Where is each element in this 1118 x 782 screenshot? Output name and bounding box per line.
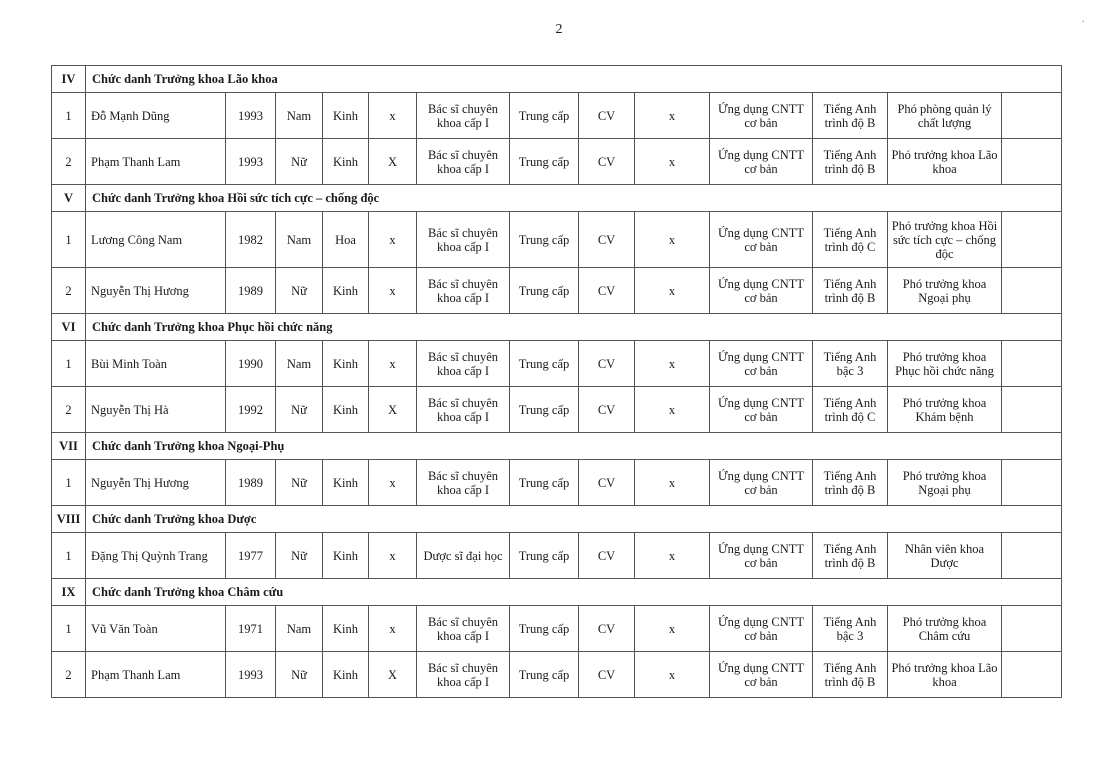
ethnicity: Kinh	[323, 606, 369, 652]
language-skill: Tiếng Anh bậc 3	[813, 341, 888, 387]
language-skill: Tiếng Anh trình độ C	[813, 387, 888, 433]
qualification: Bác sĩ chuyên khoa cấp I	[417, 460, 510, 506]
staff-table	[51, 65, 1062, 698]
employee-name: Nguyễn Thị Hương	[86, 268, 226, 314]
note	[1002, 268, 1062, 314]
section-roman: VII	[52, 433, 86, 460]
qualification: Bác sĩ chuyên khoa cấp I	[417, 387, 510, 433]
note	[1002, 93, 1062, 139]
management-level: CV	[579, 460, 635, 506]
ethnicity: Kinh	[323, 460, 369, 506]
row-number: 1	[52, 460, 86, 506]
language-skill: Tiếng Anh trình độ B	[813, 533, 888, 579]
management-level: CV	[579, 387, 635, 433]
language-skill: Tiếng Anh trình độ B	[813, 652, 888, 698]
section-title: Chức danh Trưởng khoa Hồi sức tích cực – chống độc	[86, 185, 1062, 212]
management-level: CV	[579, 606, 635, 652]
section-header	[52, 506, 1062, 533]
row-number: 1	[52, 533, 86, 579]
check-mark-2: x	[635, 460, 710, 506]
gender: Nam	[276, 341, 323, 387]
current-position: Phó trưởng khoa Khám bệnh	[888, 387, 1002, 433]
political-level: Trung cấp	[510, 533, 579, 579]
check-mark: X	[369, 652, 417, 698]
management-level: CV	[579, 341, 635, 387]
check-mark: x	[369, 93, 417, 139]
gender: Nữ	[276, 268, 323, 314]
section-header	[52, 433, 1062, 460]
it-skill: Ứng dụng CNTT cơ bản	[710, 652, 813, 698]
political-level: Trung cấp	[510, 93, 579, 139]
section-roman: V	[52, 185, 86, 212]
employee-name: Bùi Minh Toàn	[86, 341, 226, 387]
row-number: 2	[52, 139, 86, 185]
birth-year: 1971	[226, 606, 276, 652]
qualification: Bác sĩ chuyên khoa cấp I	[417, 652, 510, 698]
qualification: Bác sĩ chuyên khoa cấp I	[417, 139, 510, 185]
check-mark-2: x	[635, 341, 710, 387]
birth-year: 1993	[226, 93, 276, 139]
it-skill: Ứng dụng CNTT cơ bản	[710, 387, 813, 433]
section-header	[52, 185, 1062, 212]
gender: Nam	[276, 93, 323, 139]
table-row	[52, 652, 1062, 698]
management-level: CV	[579, 212, 635, 268]
section-title: Chức danh Trưởng khoa Châm cứu	[86, 579, 1062, 606]
birth-year: 1993	[226, 139, 276, 185]
ethnicity: Kinh	[323, 387, 369, 433]
it-skill: Ứng dụng CNTT cơ bản	[710, 212, 813, 268]
section-header	[52, 66, 1062, 93]
table-row	[52, 212, 1062, 268]
qualification: Dược sĩ đại học	[417, 533, 510, 579]
current-position: Phó phòng quản lý chất lượng	[888, 93, 1002, 139]
table-row	[52, 533, 1062, 579]
it-skill: Ứng dụng CNTT cơ bản	[710, 93, 813, 139]
section-title: Chức danh Trưởng khoa Dược	[86, 506, 1062, 533]
table-row	[52, 606, 1062, 652]
management-level: CV	[579, 533, 635, 579]
employee-name: Vũ Văn Toàn	[86, 606, 226, 652]
language-skill: Tiếng Anh bậc 3	[813, 606, 888, 652]
language-skill: Tiếng Anh trình độ B	[813, 139, 888, 185]
language-skill: Tiếng Anh trình độ C	[813, 212, 888, 268]
birth-year: 1977	[226, 533, 276, 579]
table-row	[52, 139, 1062, 185]
gender: Nam	[276, 212, 323, 268]
section-roman: IV	[52, 66, 86, 93]
note	[1002, 460, 1062, 506]
section-roman: IX	[52, 579, 86, 606]
birth-year: 1982	[226, 212, 276, 268]
gender: Nữ	[276, 652, 323, 698]
check-mark: x	[369, 606, 417, 652]
check-mark-2: x	[635, 533, 710, 579]
check-mark-2: x	[635, 139, 710, 185]
current-position: Phó trưởng khoa Hồi sức tích cực – chống độc	[888, 212, 1002, 268]
ethnicity: Kinh	[323, 268, 369, 314]
employee-name: Nguyễn Thị Hương	[86, 460, 226, 506]
it-skill: Ứng dụng CNTT cơ bản	[710, 139, 813, 185]
political-level: Trung cấp	[510, 139, 579, 185]
ethnicity: Kinh	[323, 139, 369, 185]
it-skill: Ứng dụng CNTT cơ bản	[710, 341, 813, 387]
ethnicity: Kinh	[323, 652, 369, 698]
qualification: Bác sĩ chuyên khoa cấp I	[417, 606, 510, 652]
row-number: 1	[52, 93, 86, 139]
section-title: Chức danh Trưởng khoa Phục hồi chức năng	[86, 314, 1062, 341]
row-number: 1	[52, 606, 86, 652]
check-mark: x	[369, 341, 417, 387]
gender: Nữ	[276, 460, 323, 506]
current-position: Phó trưởng khoa Phục hồi chức năng	[888, 341, 1002, 387]
it-skill: Ứng dụng CNTT cơ bản	[710, 606, 813, 652]
gender: Nam	[276, 606, 323, 652]
gender: Nữ	[276, 139, 323, 185]
note	[1002, 387, 1062, 433]
ethnicity: Kinh	[323, 93, 369, 139]
gender: Nữ	[276, 533, 323, 579]
table-row	[52, 341, 1062, 387]
employee-name: Phạm Thanh Lam	[86, 139, 226, 185]
qualification: Bác sĩ chuyên khoa cấp I	[417, 268, 510, 314]
management-level: CV	[579, 268, 635, 314]
current-position: Phó trưởng khoa Ngoại phụ	[888, 268, 1002, 314]
birth-year: 1990	[226, 341, 276, 387]
table-row	[52, 268, 1062, 314]
political-level: Trung cấp	[510, 341, 579, 387]
check-mark-2: x	[635, 93, 710, 139]
section-title: Chức danh Trưởng khoa Lão khoa	[86, 66, 1062, 93]
management-level: CV	[579, 93, 635, 139]
row-number: 2	[52, 652, 86, 698]
political-level: Trung cấp	[510, 460, 579, 506]
employee-name: Đặng Thị Quỳnh Trang	[86, 533, 226, 579]
note	[1002, 652, 1062, 698]
check-mark-2: x	[635, 606, 710, 652]
birth-year: 1989	[226, 268, 276, 314]
current-position: Phó trưởng khoa Ngoại phụ	[888, 460, 1002, 506]
political-level: Trung cấp	[510, 387, 579, 433]
section-roman: VIII	[52, 506, 86, 533]
section-title: Chức danh Trưởng khoa Ngoại-Phụ	[86, 433, 1062, 460]
section-header	[52, 314, 1062, 341]
language-skill: Tiếng Anh trình độ B	[813, 93, 888, 139]
employee-name: Đỗ Mạnh Dũng	[86, 93, 226, 139]
current-position: Phó trưởng khoa Châm cứu	[888, 606, 1002, 652]
it-skill: Ứng dụng CNTT cơ bản	[710, 268, 813, 314]
note	[1002, 341, 1062, 387]
current-position: Phó trưởng khoa Lão khoa	[888, 652, 1002, 698]
political-level: Trung cấp	[510, 652, 579, 698]
check-mark-2: x	[635, 387, 710, 433]
it-skill: Ứng dụng CNTT cơ bản	[710, 533, 813, 579]
check-mark-2: x	[635, 652, 710, 698]
it-skill: Ứng dụng CNTT cơ bản	[710, 460, 813, 506]
political-level: Trung cấp	[510, 268, 579, 314]
employee-name: Lương Công Nam	[86, 212, 226, 268]
ethnicity: Kinh	[323, 533, 369, 579]
language-skill: Tiếng Anh trình độ B	[813, 268, 888, 314]
check-mark: x	[369, 533, 417, 579]
row-number: 2	[52, 268, 86, 314]
current-position: Nhân viên khoa Dược	[888, 533, 1002, 579]
management-level: CV	[579, 652, 635, 698]
row-number: 1	[52, 212, 86, 268]
qualification: Bác sĩ chuyên khoa cấp I	[417, 93, 510, 139]
ethnicity: Kinh	[323, 341, 369, 387]
qualification: Bác sĩ chuyên khoa cấp I	[417, 212, 510, 268]
employee-name: Phạm Thanh Lam	[86, 652, 226, 698]
political-level: Trung cấp	[510, 606, 579, 652]
row-number: 2	[52, 387, 86, 433]
employee-name: Nguyễn Thị Hà	[86, 387, 226, 433]
section-header	[52, 579, 1062, 606]
note	[1002, 212, 1062, 268]
table-row	[52, 93, 1062, 139]
check-mark: x	[369, 460, 417, 506]
management-level: CV	[579, 139, 635, 185]
check-mark: x	[369, 268, 417, 314]
birth-year: 1993	[226, 652, 276, 698]
check-mark-2: x	[635, 268, 710, 314]
table-row	[52, 460, 1062, 506]
row-number: 1	[52, 341, 86, 387]
section-roman: VI	[52, 314, 86, 341]
ethnicity: Hoa	[323, 212, 369, 268]
language-skill: Tiếng Anh trình độ B	[813, 460, 888, 506]
birth-year: 1989	[226, 460, 276, 506]
political-level: Trung cấp	[510, 212, 579, 268]
check-mark: X	[369, 139, 417, 185]
qualification: Bác sĩ chuyên khoa cấp I	[417, 341, 510, 387]
note	[1002, 533, 1062, 579]
table-row	[52, 387, 1062, 433]
gender: Nữ	[276, 387, 323, 433]
check-mark: x	[369, 212, 417, 268]
note	[1002, 139, 1062, 185]
check-mark-2: x	[635, 212, 710, 268]
current-position: Phó trưởng khoa Lão khoa	[888, 139, 1002, 185]
corner-mark: .	[1082, 14, 1085, 25]
check-mark: X	[369, 387, 417, 433]
page-number: 2	[555, 22, 563, 37]
note	[1002, 606, 1062, 652]
birth-year: 1992	[226, 387, 276, 433]
